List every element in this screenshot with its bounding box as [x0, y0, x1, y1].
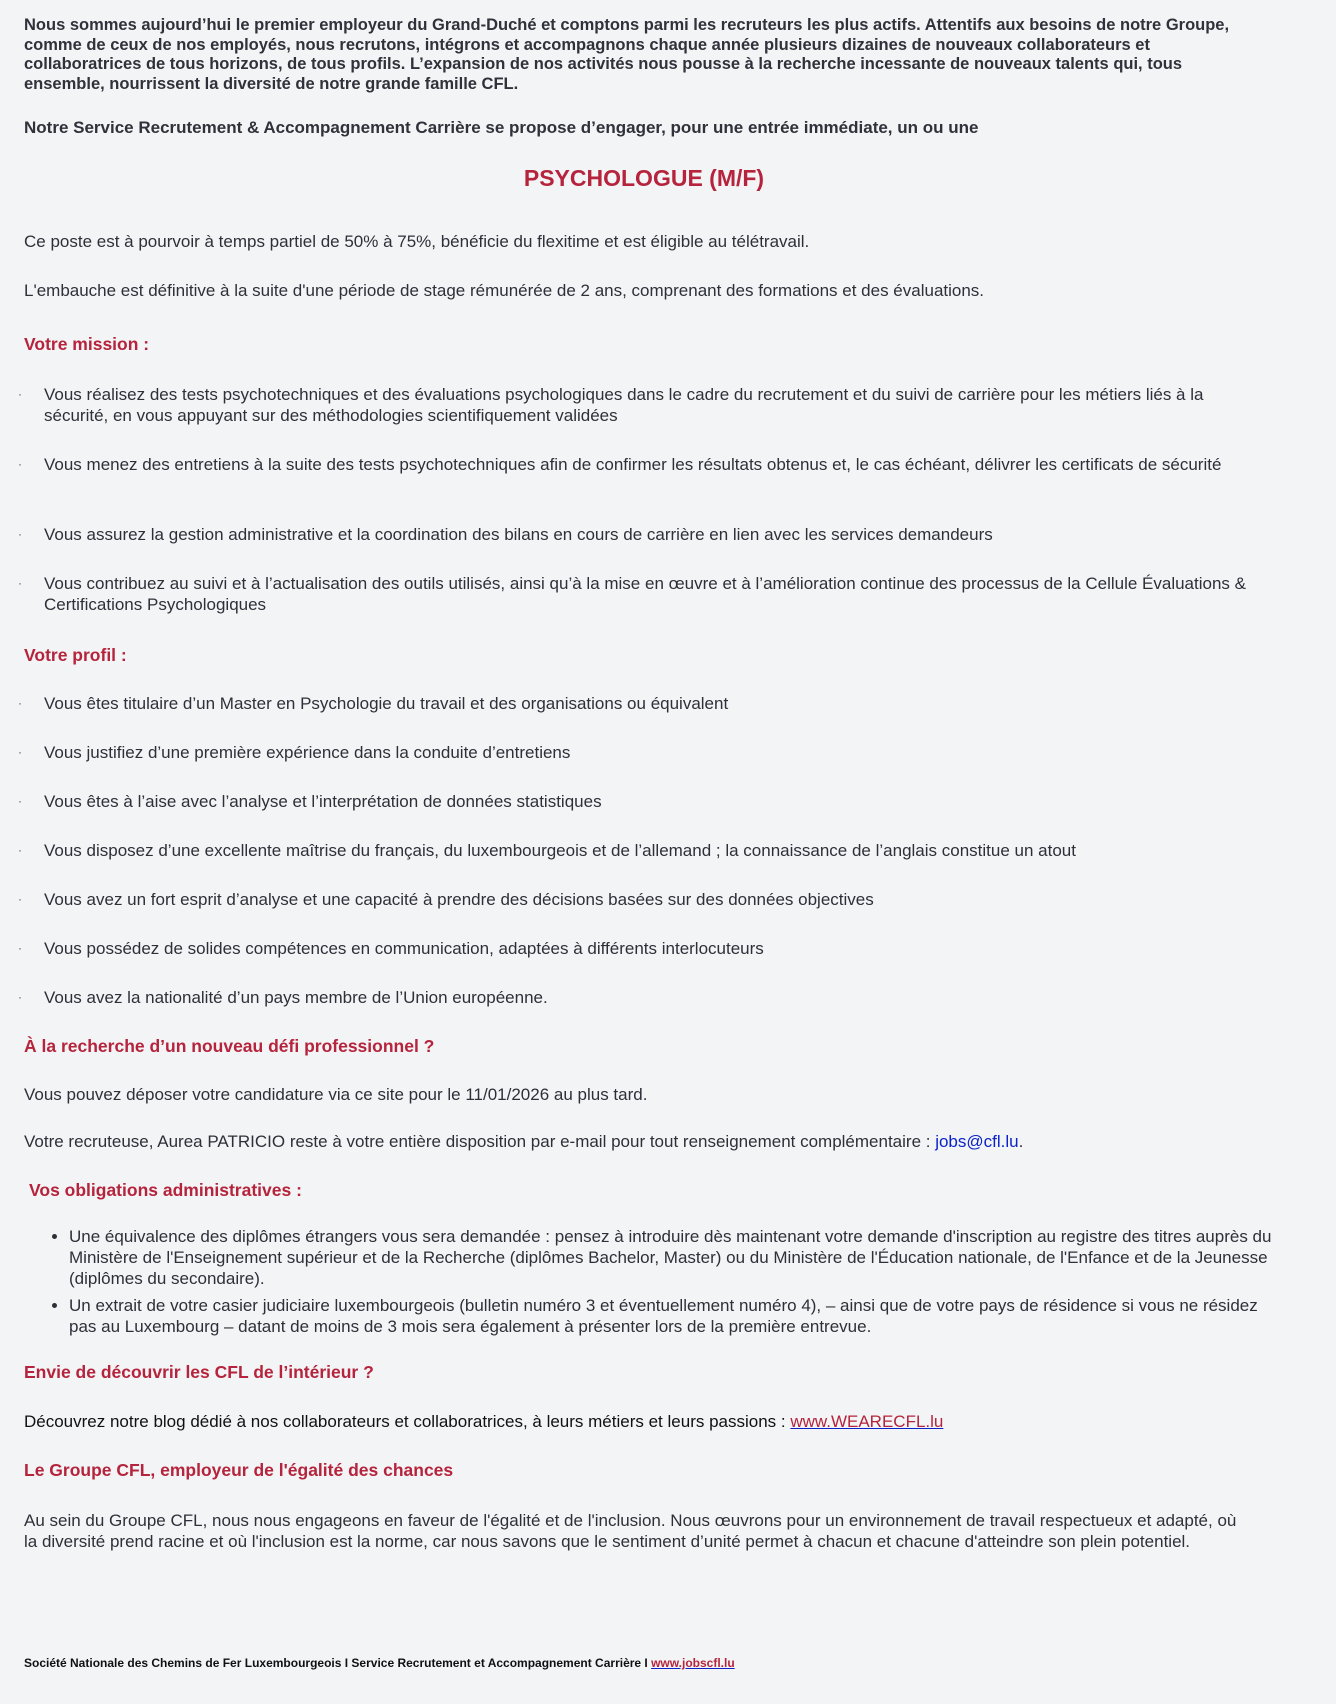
- blog-heading: Envie de découvrir les CFL de l’intérieur ?: [24, 1362, 374, 1382]
- profile-heading: Votre profil :: [24, 645, 127, 665]
- bullet-icon: ·: [18, 794, 22, 808]
- deadline-text: Vous pouvez déposer votre candidature via ce site pour le 11/01/2026 au plus tard.: [24, 1085, 648, 1104]
- condition-parttime: Ce poste est à pourvoir à temps partiel de 50% à 75%, bénéficie du flexitime et est éligible au télétravail.: [24, 232, 810, 251]
- bullet-icon: ·: [18, 696, 22, 710]
- obligations-list: [24, 1226, 1284, 1343]
- bullet-icon: ·: [18, 527, 22, 541]
- intro-paragraph: Nous sommes aujourd’hui le premier employeur du Grand-Duché et comptons parmi les recruteurs les plus actifs. Attentifs aux besoins de notre Groupe, comme de ceux de nos employés, nous recrutons, intégrons et accompagnons chaque année plusieurs dizaines de nouveaux collaborateurs et collaboratrices de tous horizons, de tous profils. L’expansion de nos activités nous pousse à la recherche incessante de nouveaux talents qui, tous ensemble, nourrissent la diversité de notre grande famille CFL.: [24, 16, 1230, 93]
- blog-link[interactable]: www.WEARECFL.lu: [790, 1412, 944, 1431]
- mission-item: · Vous menez des entretiens à la suite des tests psychotechniques afin de confirmer les résultats obtenus et, le cas échéant, délivrer les certificats de sécurité: [18, 455, 1222, 474]
- mission-item: · Vous réalisez des tests psychotechniques et des évaluations psychologiques dans le cadre du recrutement et du suivi de carrière pour les métiers liés à la sécurité, en vous appuyant sur des méthodologies scientifiquement validées: [18, 385, 1204, 425]
- mission-heading: Votre mission :: [24, 334, 150, 354]
- blog-paragraph: Découvrez notre blog dédié à nos collaborateurs et collaboratrices, à leurs métiers et leurs passions : www.WEARECFL.lu: [24, 1412, 944, 1431]
- condition-probation: L'embauche est définitive à la suite d'une période de stage rémunérée de 2 ans, comprenant des formations et des évaluations.: [24, 281, 985, 300]
- challenge-heading: À la recherche d’un nouveau défi professionnel ?: [24, 1036, 435, 1056]
- profile-list: [18, 693, 1264, 1008]
- bullet-icon: ·: [18, 990, 22, 1004]
- profile-item: · Vous possédez de solides compétences en communication, adaptées à différents interlocuteurs: [18, 939, 764, 958]
- obligation-item: • Un extrait de votre casier judiciaire luxembourgeois (bulletin numéro 3 et éventuellement numéro 4), – ainsi que de votre pays de résidence si vous ne résidez pas au Luxembourg – datant de moins de 3 mois sera également à présenter lors de la première entrevue.: [69, 1295, 1284, 1337]
- email-link[interactable]: jobs@cfl.lu: [935, 1132, 1019, 1151]
- recruiter-paragraph: Votre recruteuse, Aurea PATRICIO reste à votre entière disposition par e-mail pour tout renseignement complémentaire : jobs@cfl.lu.: [24, 1132, 1024, 1151]
- mission-item: · Vous assurez la gestion administrative et la coordination des bilans en cours de carrière en lien avec les services demandeurs: [18, 525, 993, 544]
- profile-item: · Vous justifiez d’une première expérience dans la conduite d’entretiens: [18, 743, 571, 762]
- bullet-icon: ·: [18, 941, 22, 955]
- bullet-icon: ·: [18, 892, 22, 906]
- profile-item: · Vous avez un fort esprit d’analyse et une capacité à prendre des décisions basées sur des données objectives: [18, 890, 874, 909]
- job-title: PSYCHOLOGUE (M/F): [523, 165, 765, 191]
- equality-heading: Le Groupe CFL, employeur de l'égalité des chances: [24, 1460, 454, 1480]
- mission-item: · Vous contribuez au suivi et à l’actualisation des outils utilisés, ainsi qu’à la mise en œuvre et à l’amélioration continue des processus de la Cellule Évaluations & Certifications Psychologiques: [18, 574, 1246, 614]
- profile-item: · Vous avez la nationalité d’un pays membre de l’Union européenne.: [18, 988, 548, 1007]
- lead-paragraph: Notre Service Recrutement & Accompagnement Carrière se propose d’engager, pour une entrée immédiate, un ou une: [24, 118, 979, 137]
- obligation-item: • Une équivalence des diplômes étrangers vous sera demandée : pensez à introduire dès maintenant votre demande d'inscription au registre des titres auprès du Ministère de l'Enseignement supérieur et de la Recherche (diplômes Bachelor, Master) ou du Ministère de l'Éducation nationale, de l'Enfance et de la Jeunesse (diplômes du secondaire).: [69, 1226, 1284, 1289]
- bullet-icon: ·: [18, 843, 22, 857]
- bullet-icon: ·: [18, 457, 22, 471]
- obligations-heading: Vos obligations administratives :: [29, 1180, 302, 1200]
- equality-text: Au sein du Groupe CFL, nous nous engageons en faveur de l'égalité et de l'inclusion. Nous œuvrons pour un environnement de travail respectueux et adapté, où la diversité prend racine et où l'inclusion est la norme, car nous savons que le sentiment d’unité permet à chacun et chacune d'atteindre son plein potentiel.: [24, 1511, 1237, 1551]
- profile-item: · Vous disposez d’une excellente maîtrise du français, du luxembourgeois et de l’allemand ; la connaissance de l’anglais constitue un atout: [18, 841, 1076, 860]
- mission-list: [18, 384, 1264, 615]
- bullet-icon: ·: [18, 576, 22, 590]
- bullet-icon: ·: [18, 387, 22, 401]
- profile-item: · Vous êtes titulaire d’un Master en Psychologie du travail et des organisations ou équivalent: [18, 694, 729, 713]
- bullet-icon: ·: [18, 745, 22, 759]
- footer: [24, 1653, 735, 1674]
- job-posting: [18, 0, 1272, 1551]
- footer-link[interactable]: www.jobscfl.lu: [651, 1656, 735, 1670]
- footer-text: Société Nationale des Chemins de Fer Luxembourgeois I Service Recrutement et Accompagnement Carrière I: [24, 1656, 652, 1670]
- profile-item: · Vous êtes à l’aise avec l’analyse et l’interprétation de données statistiques: [18, 792, 602, 811]
